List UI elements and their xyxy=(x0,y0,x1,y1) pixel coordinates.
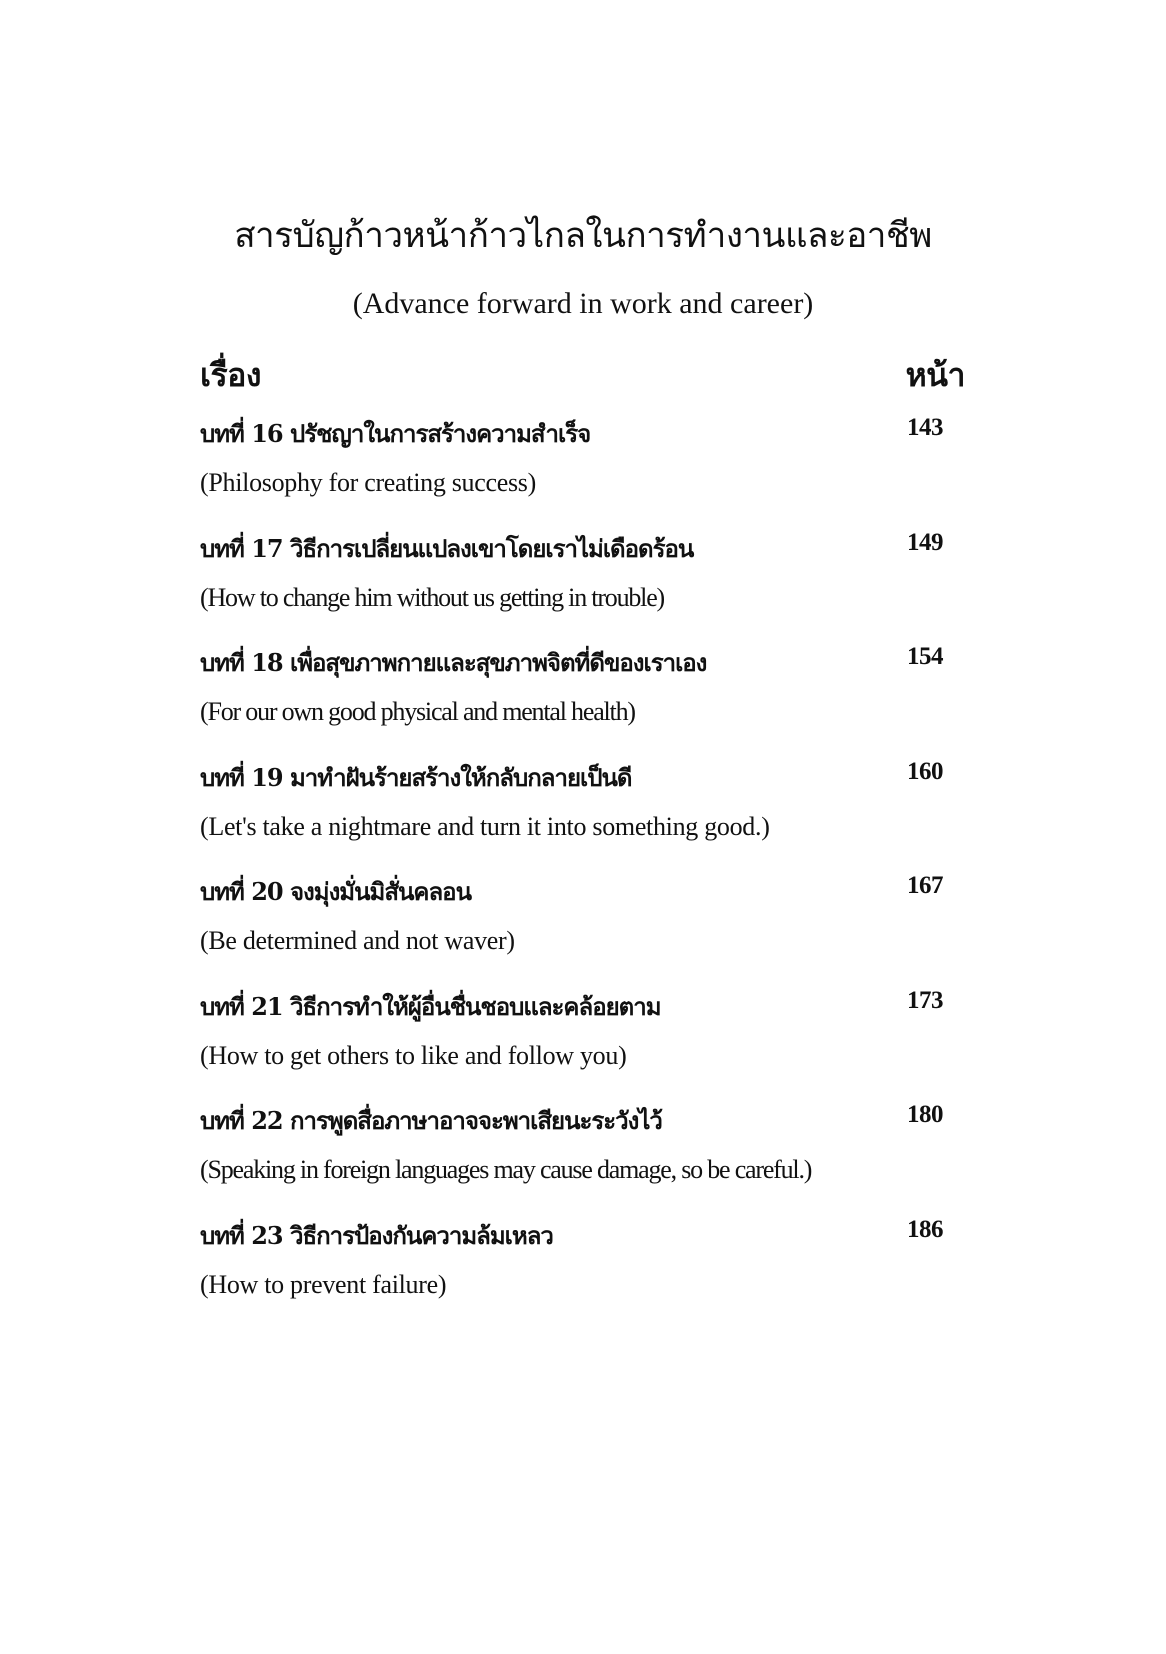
toc-entry-16 xyxy=(200,410,960,525)
toc-entry-23 xyxy=(200,1212,960,1327)
toc-heading xyxy=(200,410,960,450)
chapter-title: บทที่ 21 วิธีการทำให้ผู้อื่นชื่นชอบและคล้อยตาม xyxy=(200,991,661,1021)
chapter-title: บทที่ 20 จงมุ่งมั่นมิสั่นคลอน xyxy=(200,877,471,906)
page-number: 154 xyxy=(907,643,943,670)
header-page-label: หน้า xyxy=(905,356,965,394)
chapter-title: บทที่ 18 เพื่อสุขภาพกายและสุขภาพจิตที่ดีของเราเอง xyxy=(200,648,707,677)
chapter-title: บทที่ 22 การพูดสื่อภาษาอาจจะพาเสียนะระวังไว้ xyxy=(200,1106,662,1135)
english-translation: (How to change him without us getting in trouble) xyxy=(200,582,665,612)
toc-heading xyxy=(200,1212,960,1252)
toc-entry-22 xyxy=(200,1097,960,1212)
header-topic-label: เรื่อง xyxy=(200,356,261,394)
english-translation: (Be determined and not waver) xyxy=(200,926,515,955)
toc-heading xyxy=(200,1097,960,1137)
page-number: 160 xyxy=(907,757,943,785)
chapter-title: บทที่ 23 วิธีการป้องกันความล้มเหลว xyxy=(200,1220,553,1250)
toc-heading xyxy=(200,525,960,565)
english-translation: (For our own good physical and mental health) xyxy=(200,697,635,726)
toc-entry-20 xyxy=(200,868,960,983)
english-translation: (Speaking in foreign languages may cause damage, so be careful.) xyxy=(200,1155,812,1184)
toc-entry-17 xyxy=(200,525,960,640)
toc-heading xyxy=(200,754,960,794)
toc-entry-21 xyxy=(200,983,960,1098)
page-subtitle: (Advance forward in work and career) xyxy=(352,287,814,320)
toc-heading xyxy=(200,639,960,679)
chapter-title: บทที่ 16 ปรัชญาในการสร้างความสำเร็จ xyxy=(200,419,591,448)
toc-heading xyxy=(200,983,960,1023)
page-number: 143 xyxy=(907,414,943,441)
chapter-title: บทที่ 19 มาทำฝันร้ายสร้างให้กลับกลายเป็นดี xyxy=(200,762,632,792)
toc-heading xyxy=(200,868,960,908)
page-number: 180 xyxy=(907,1101,943,1128)
page-number: 167 xyxy=(907,872,943,899)
toc-entry-18 xyxy=(200,639,960,754)
page-number: 149 xyxy=(907,528,943,556)
english-translation: (How to get others to like and follow you) xyxy=(200,1040,627,1070)
toc-header-row xyxy=(200,350,965,394)
page-number: 186 xyxy=(907,1215,943,1243)
chapter-title: บทที่ 17 วิธีการเปลี่ยนแปลงเขาโดยเราไม่เดือดร้อน xyxy=(200,533,694,563)
page-number: 173 xyxy=(907,986,943,1014)
table-of-contents xyxy=(200,410,960,1326)
english-translation: (How to prevent failure) xyxy=(200,1269,447,1299)
toc-entry-19 xyxy=(200,754,960,869)
english-translation: (Philosophy for creating success) xyxy=(200,468,536,497)
english-translation: (Let's take a nightmare and turn it into something good.) xyxy=(200,811,770,841)
page-title: สารบัญก้าวหน้าก้าวไกลในการทำงานและอาชีพ xyxy=(234,216,932,256)
